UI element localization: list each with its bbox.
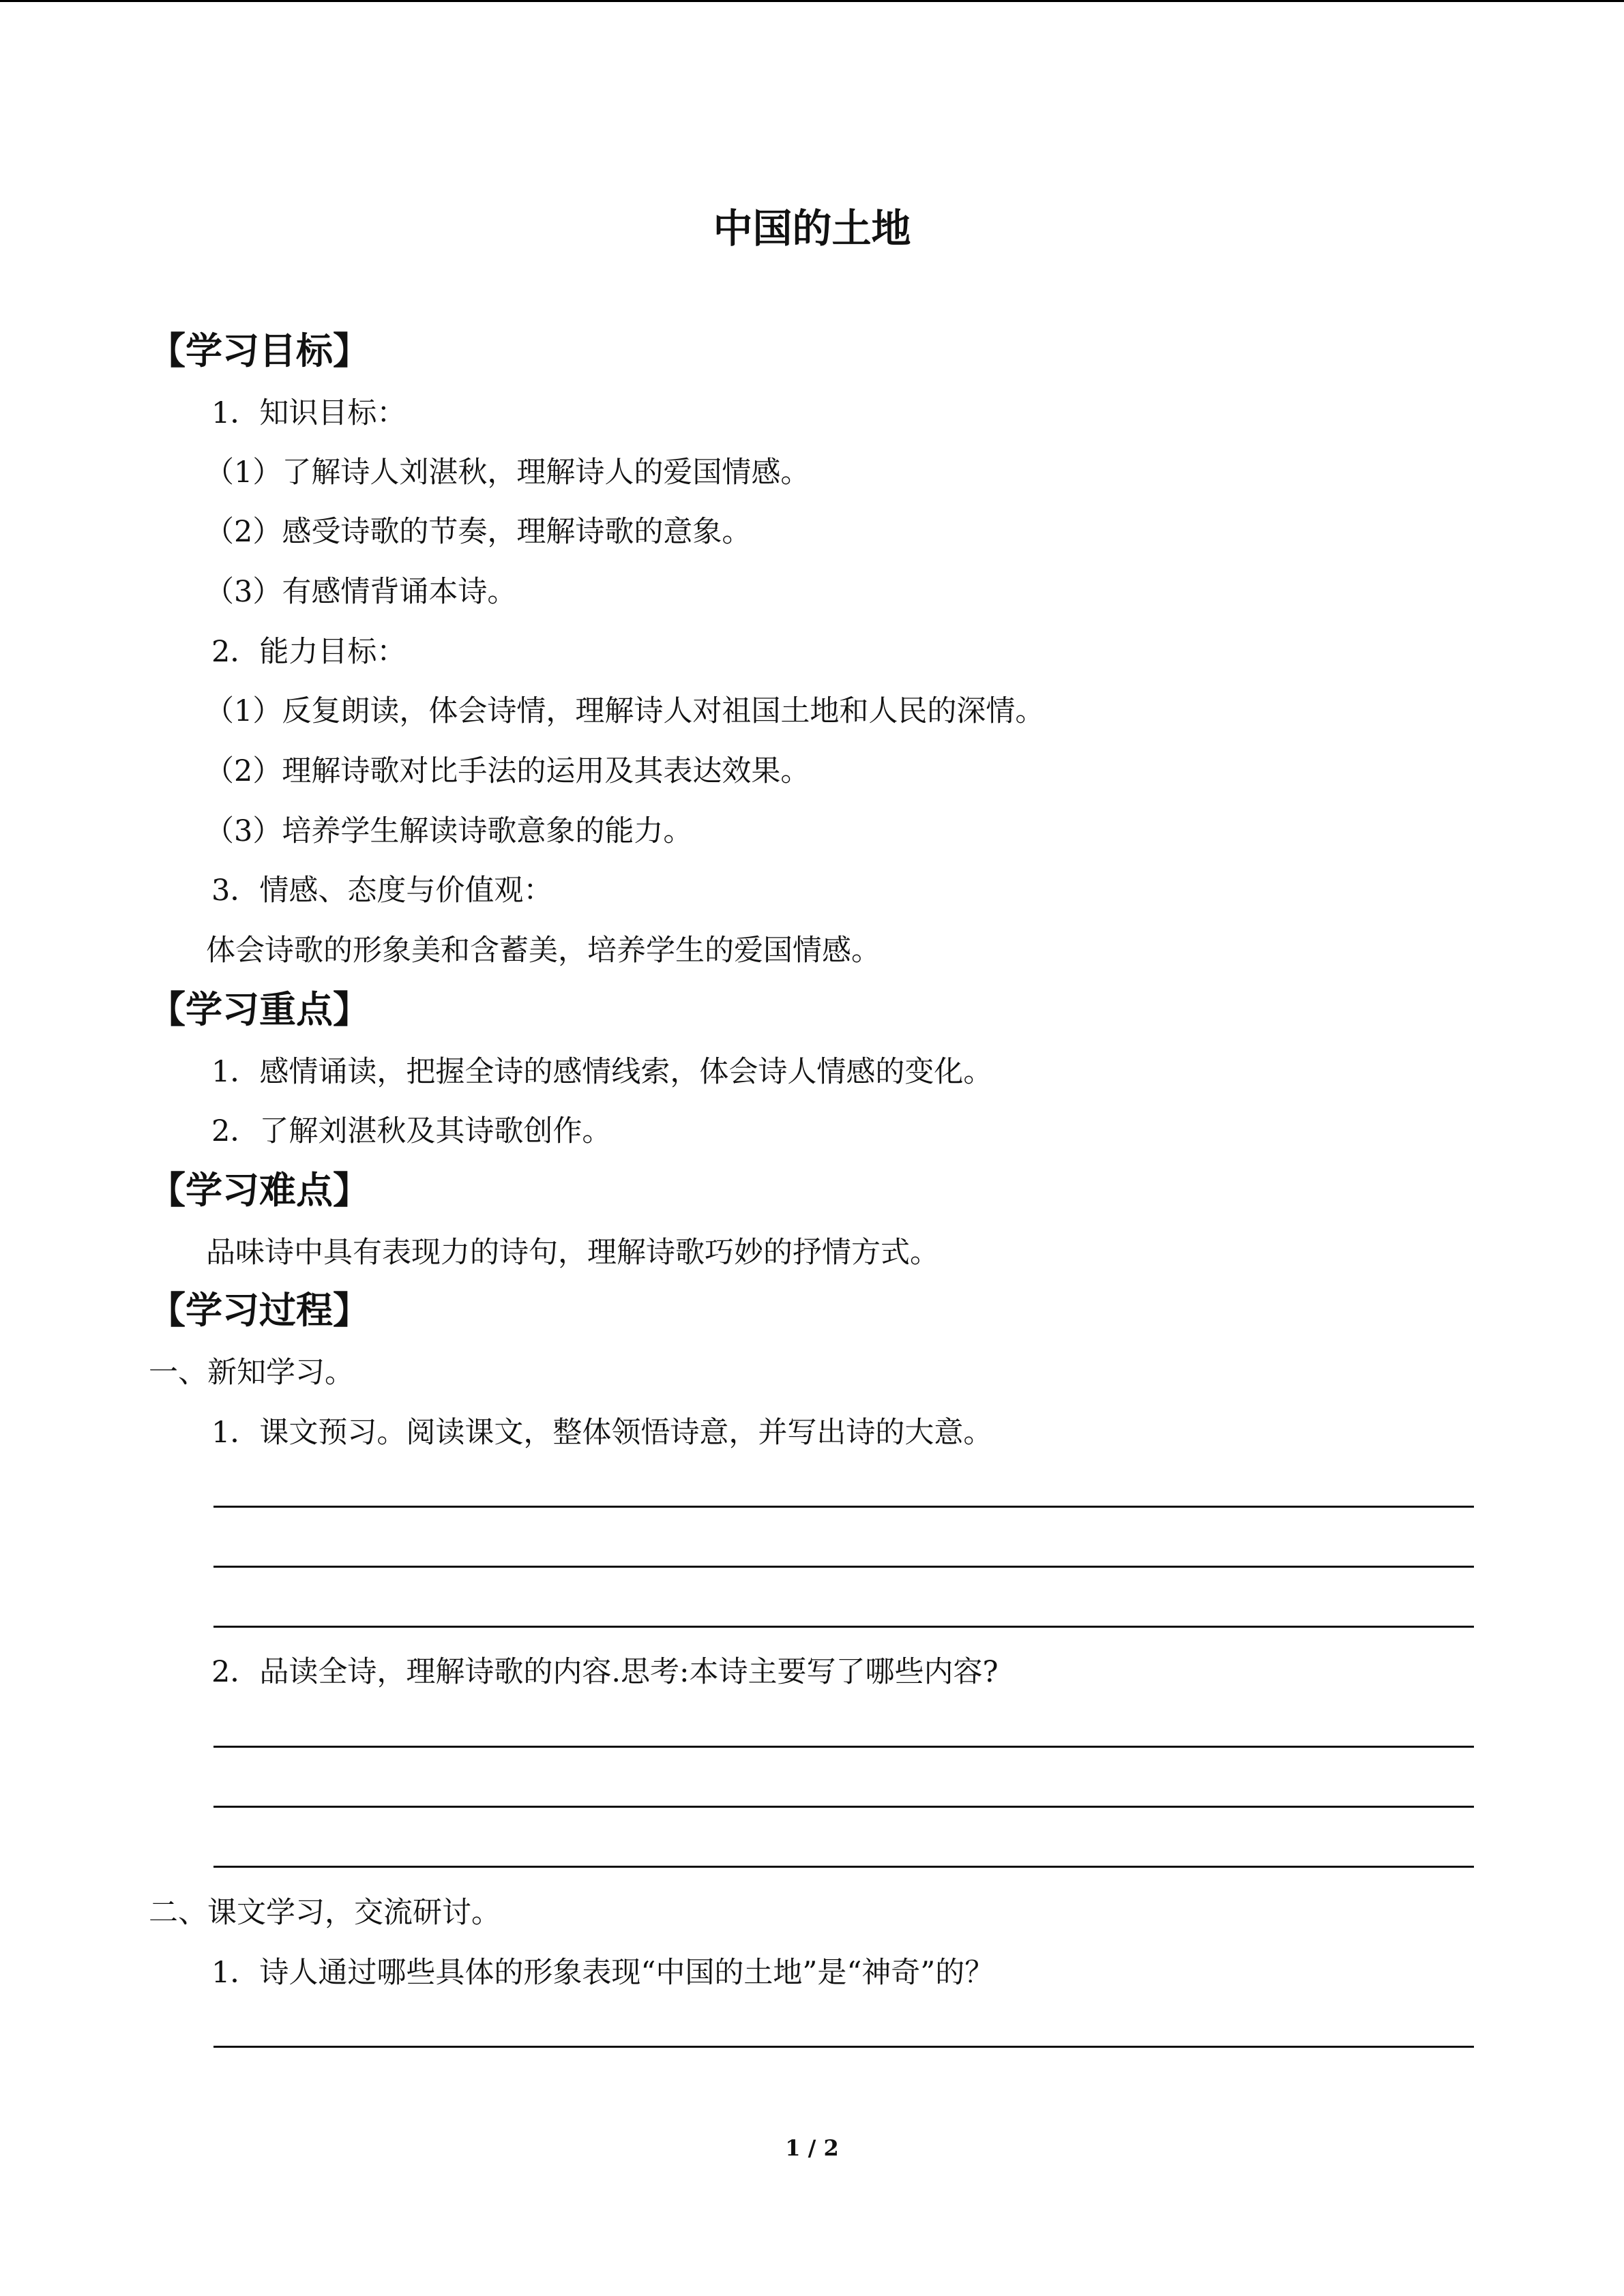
process-line: 2．品读全诗，理解诗歌的内容.思考:本诗主要写了哪些内容? <box>211 1655 999 1689</box>
objective-line: （1）反复朗读，体会诗情，理解诗人对祖国土地和人民的深情。 <box>205 694 1045 728</box>
answer-line[interactable] <box>213 1506 1474 1508</box>
answer-line[interactable] <box>213 1746 1474 1748</box>
answer-line[interactable] <box>213 1626 1474 1628</box>
answer-line[interactable] <box>213 1566 1474 1568</box>
objective-line: 体会诗歌的形象美和含蓄美，培养学生的爱国情感。 <box>206 934 881 968</box>
page-title: 中国的土地 <box>713 205 911 252</box>
objective-line: （3）培养学生解读诗歌意象的能力。 <box>205 814 693 848</box>
objective-line: 1．知识目标： <box>211 396 407 430</box>
answer-line[interactable] <box>213 1806 1474 1808</box>
section-heading-objectives: 【学习目标】 <box>149 329 370 372</box>
section-heading-difficulties: 【学习难点】 <box>149 1169 370 1212</box>
top-border-line <box>0 0 1624 2</box>
answer-line[interactable] <box>213 1866 1474 1868</box>
difficulty-line: 品味诗中具有表现力的诗句，理解诗歌巧妙的抒情方式。 <box>206 1236 939 1270</box>
section-heading-process: 【学习过程】 <box>149 1289 370 1332</box>
objective-line: （1）了解诗人刘湛秋，理解诗人的爱国情感。 <box>205 456 810 490</box>
page-number: 1 / 2 <box>785 2135 839 2161</box>
objective-line: （3）有感情背诵本诗。 <box>205 575 517 609</box>
process-line: 一、新知学习。 <box>149 1356 354 1390</box>
answer-line[interactable] <box>213 2046 1474 2048</box>
objective-line: （2）理解诗歌对比手法的运用及其表达效果。 <box>205 754 810 788</box>
process-line: 二、课文学习，交流研讨。 <box>149 1896 501 1930</box>
objective-line: 3．情感、态度与价值观： <box>211 874 553 908</box>
section-heading-key-points: 【学习重点】 <box>149 988 370 1031</box>
process-line: 1．诗人通过哪些具体的形象表现“中国的土地”是“神奇”的？ <box>211 1956 994 1990</box>
key-point-line: 2．了解刘湛秋及其诗歌创作。 <box>211 1114 612 1148</box>
objective-line: （2）感受诗歌的节奏，理解诗歌的意象。 <box>205 515 752 549</box>
key-point-line: 1．感情诵读，把握全诗的感情线索，体会诗人情感的变化。 <box>211 1055 993 1089</box>
objective-line: 2．能力目标： <box>211 635 407 669</box>
process-line: 1．课文预习。阅读课文，整体领悟诗意，并写出诗的大意。 <box>211 1416 993 1450</box>
